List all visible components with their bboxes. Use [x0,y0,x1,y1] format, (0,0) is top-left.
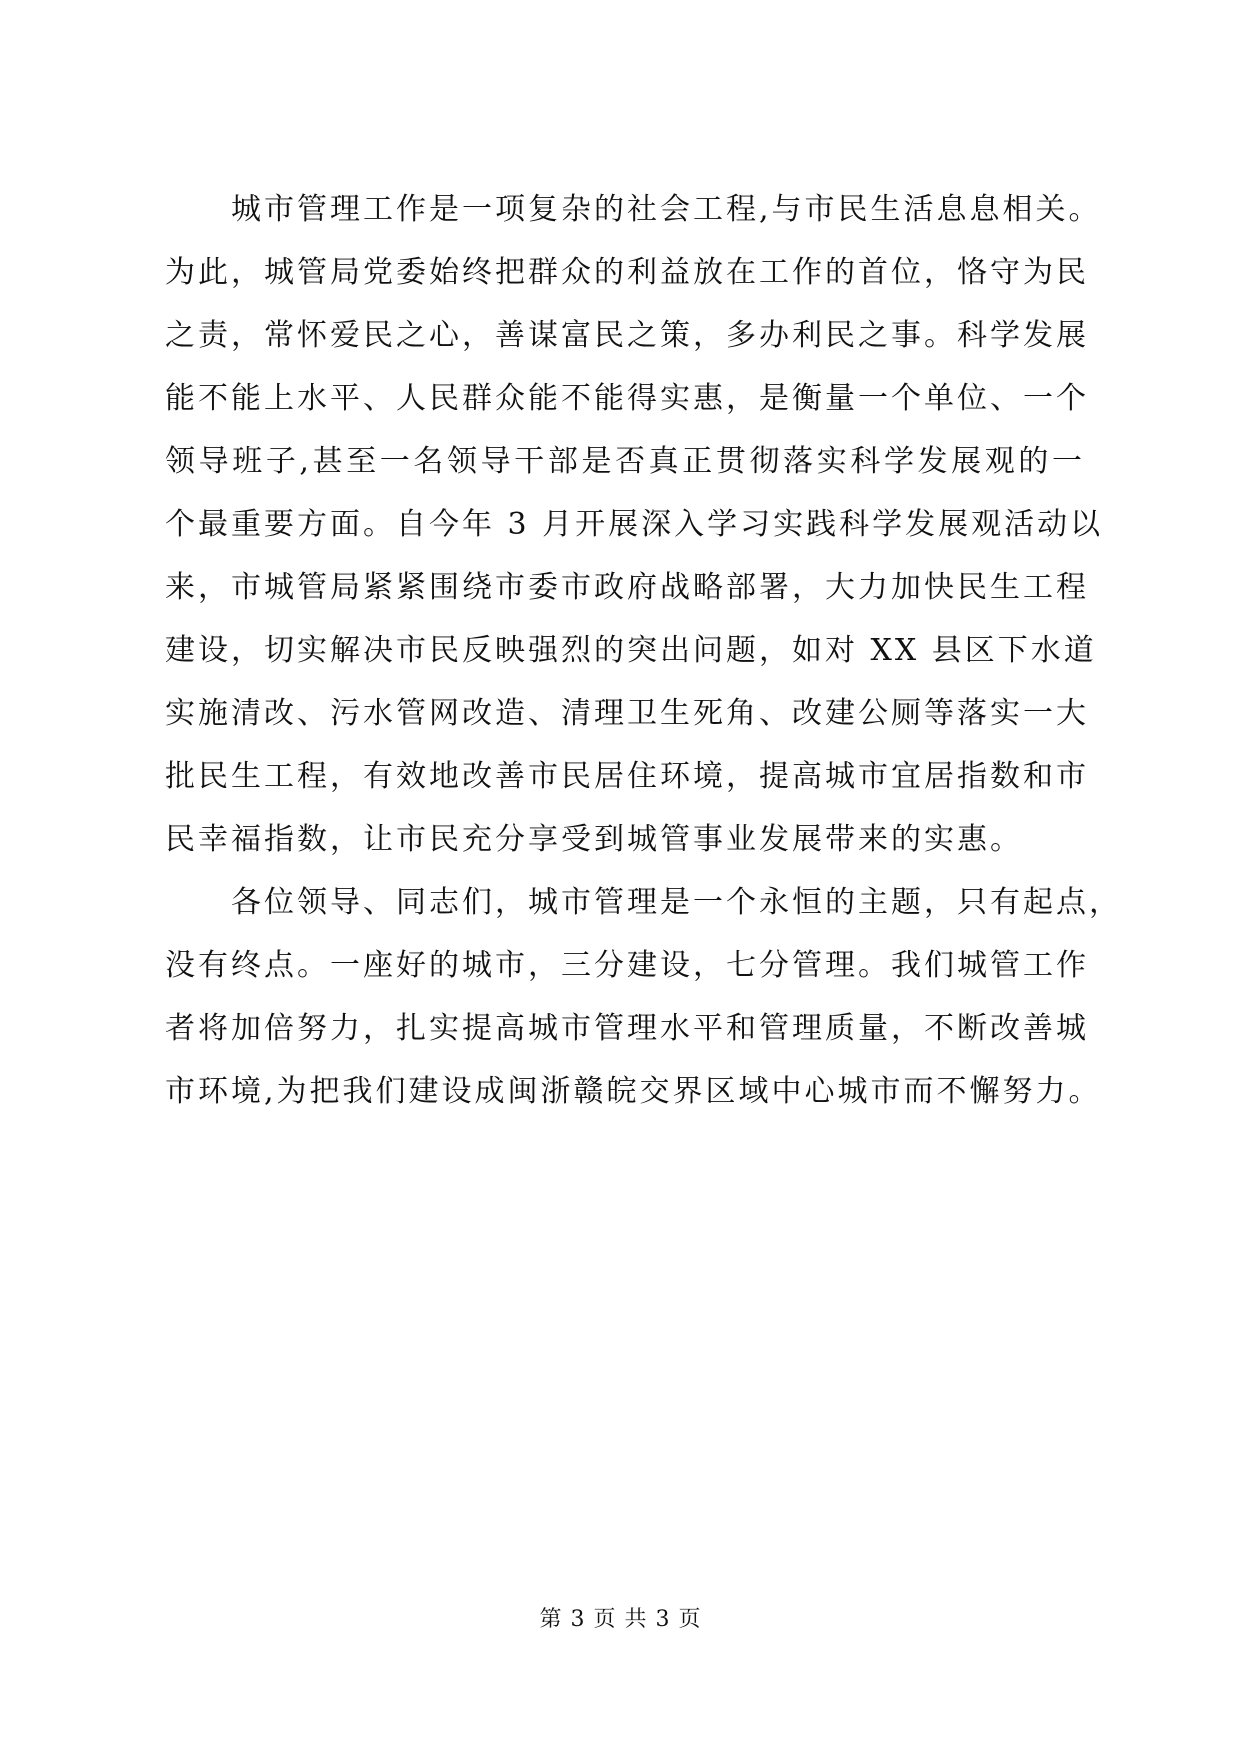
paragraph-line: 实施清改、污水管网改造、清理卫生死角、改建公厕等落实一大 [165,696,1089,731]
paragraph-line: 建设，切实解决市民反映强烈的突出问题，如对 XX 县区下水道 [165,633,1097,668]
paragraph-line: 为此，城管局党委始终把群众的利益放在工作的首位，恪守为民 [165,255,1089,290]
paragraph-line: 市环境,为把我们建设成闽浙赣皖交界区域中心城市而不懈努力。 [165,1074,1102,1109]
paragraph-line: 城市管理工作是一项复杂的社会工程,与市民生活息息相关。 [231,192,1102,227]
paragraph-line: 各位领导、同志们，城市管理是一个永恒的主题，只有起点， [231,885,1122,920]
paragraph-line: 民幸福指数，让市民充分享受到城管事业发展带来的实惠。 [165,822,1023,857]
paragraph-line: 者将加倍努力，扎实提高城市管理水平和管理质量，不断改善城 [165,1011,1089,1046]
paragraph-line: 能不能上水平、人民群众能不能得实惠，是衡量一个单位、一个 [165,381,1089,416]
paragraph-line: 之责，常怀爱民之心，善谋富民之策，多办利民之事。科学发展 [165,318,1089,353]
paragraph-line: 没有终点。一座好的城市，三分建设，七分管理。我们城管工作 [165,948,1089,983]
paragraph-line: 批民生工程，有效地改善市民居住环境，提高城市宜居指数和市 [165,759,1089,794]
page-number-footer: 第 3 页 共 3 页 [539,1607,702,1632]
document-body [165,178,1122,1123]
paragraph-line: 来，市城管局紧紧围绕市委市政府战略部署，大力加快民生工程 [165,570,1089,605]
paragraph-line: 个最重要方面。自今年 3 月开展深入学习实践科学发展观活动以 [165,507,1104,542]
paragraph-line: 领导班子,甚至一名领导干部是否真正贯彻落实科学发展观的一 [165,444,1085,479]
paragraph-2 [165,871,1122,1123]
paragraph-1 [165,178,1104,871]
